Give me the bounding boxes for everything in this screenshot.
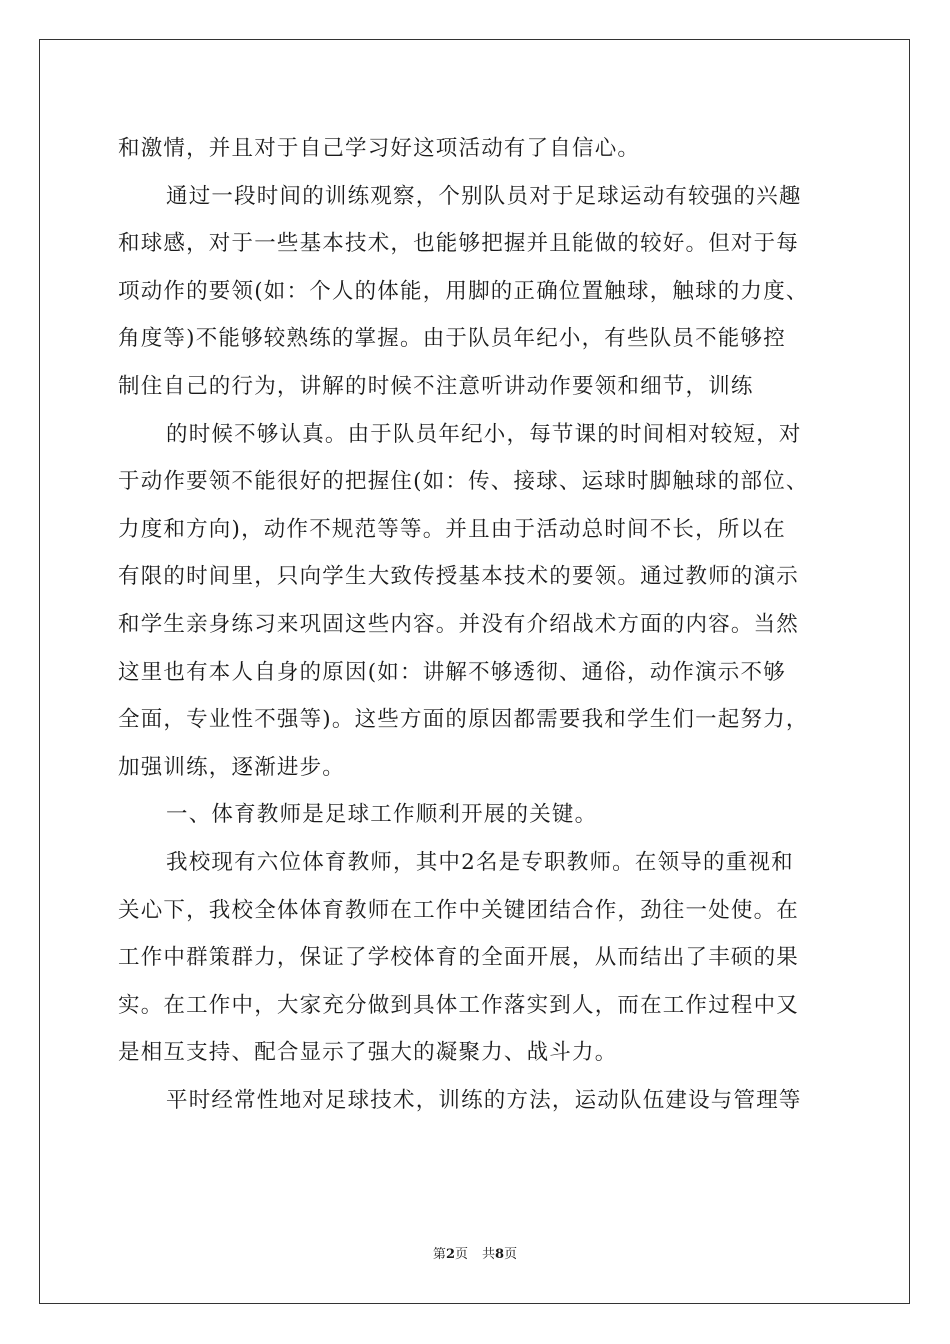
text-line: 通过一段时间的训练观察，个别队员对于足球运动有较强的兴趣: [166, 183, 802, 209]
text-line: 这里也有本人自身的原因(如：讲解不够透彻、通俗，动作演示不够: [118, 659, 786, 685]
text-line: 实。在工作中，大家充分做到具体工作落实到人，而在工作过程中又: [118, 992, 800, 1018]
text-line: 和学生亲身练习来巩固这些内容。并没有介绍战术方面的内容。当然: [118, 611, 800, 637]
text-line: 项动作的要领(如：个人的体能，用脚的正确位置触球，触球的力度、: [118, 278, 809, 304]
text-line: 和激情，并且对于自己学习好这项活动有了自信心。: [118, 136, 641, 161]
text-line: 是相互支持、配合显示了强大的凝聚力、战斗力。: [118, 1040, 618, 1066]
text-line: 加强训练，逐渐进步。: [118, 754, 346, 780]
text-line: 一、体育教师是足球工作顺利开展的关键。: [166, 802, 598, 828]
total-pages: 8: [495, 1247, 505, 1262]
document-body: [118, 125, 838, 1124]
text-line: 有限的时间里，只向学生大致传授基本技术的要领。通过教师的演示: [118, 564, 800, 590]
text-line: 于动作要领不能很好的把握住(如：传、接球、运球时脚触球的部位、: [118, 469, 809, 495]
text-line: 关心下，我校全体体育教师在工作中关键团结合作，劲往一处使。在: [118, 897, 800, 923]
page-prefix: 第: [432, 1247, 446, 1262]
page-number: 2: [445, 1247, 455, 1262]
text-line: 工作中群策群力，保证了学校体育的全面开展，从而结出了丰硕的果: [118, 945, 800, 971]
text-line: 角度等)不能够较熟练的掌握。由于队员年纪小，有些队员不能够控: [118, 326, 786, 352]
text-line: 的时候不够认真。由于队员年纪小，每节课的时间相对较短，对: [166, 421, 802, 447]
text-line: 全面，专业性不强等)。这些方面的原因都需要我和学生们一起努力，: [118, 707, 809, 733]
page-footer: [0, 1243, 950, 1262]
text-line: 制住自己的行为，讲解的时候不注意听讲动作要领和细节，训练: [118, 373, 754, 399]
text-line: 平时经常性地对足球技术，训练的方法，运动队伍建设与管理等: [166, 1087, 802, 1113]
text-line: 力度和方向)，动作不规范等等。并且由于活动总时间不长，所以在: [118, 516, 786, 542]
total-prefix: 共: [482, 1247, 496, 1262]
text-line: 和球感，对于一些基本技术，也能够把握并且能做的较好。但对于每: [118, 231, 800, 257]
text-line: 我校现有六位体育教师，其中2名是专职教师。在领导的重视和: [166, 849, 794, 875]
total-suffix: 页: [504, 1247, 518, 1262]
page-suffix: 页: [454, 1247, 468, 1262]
